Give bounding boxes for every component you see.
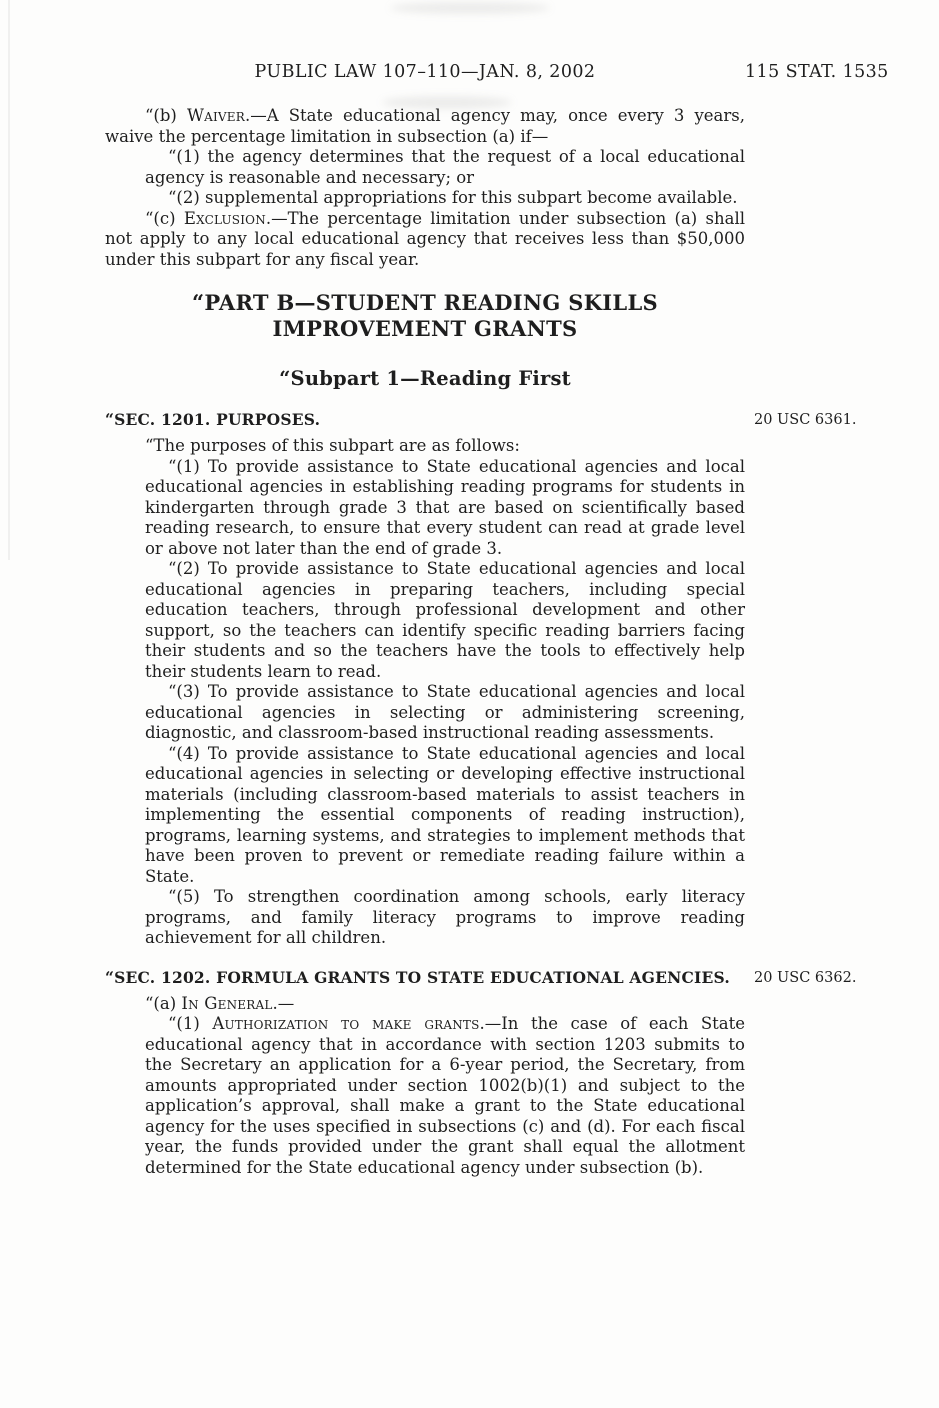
body-paragraph [105, 436, 745, 457]
body-paragraph [145, 188, 745, 209]
text-run: “(1) To provide assistance to State educational agencies and local educational agencies in establishing reading programs for students in kindergarten through grade 3 that are based on scientifically based reading research, to ensure that every student can read at grade level or above not later than the end of grade 3. [145, 456, 745, 558]
text-run: .— [272, 993, 295, 1013]
text-run: “(3) To provide assistance to State educational agencies and local educational agencies in selecting or administering screening, diagnostic, and classroom-based instructional reading assessments. [145, 682, 745, 742]
section-heading: “SEC. 1201. PURPOSES. [105, 410, 321, 429]
text-run: “(1) [168, 1014, 213, 1033]
text-column [105, 106, 857, 1178]
subpart-heading: “Subpart 1—Reading First [279, 367, 571, 390]
small-caps-term: Authorization to make grants [212, 1014, 480, 1033]
text-run: “(b) [145, 106, 187, 125]
body-paragraph [105, 209, 745, 271]
body-paragraph [145, 744, 745, 888]
text-run: “(5) To strengthen coordination among schools, early literacy programs, and family literacy programs to improve reading achievement for all children. [145, 887, 745, 947]
text-run: “(2) supplemental appropriations for this subpart become available. [168, 188, 738, 207]
running-header-statute-page: 115 STAT. 1535 [745, 62, 889, 82]
body-paragraph [145, 887, 745, 949]
part-heading-line: “PART B—STUDENT READING SKILLS [191, 290, 659, 315]
body-paragraph [145, 1014, 745, 1178]
text-run: “(2) To provide assistance to State educational agencies and local educational agencies in preparing teachers, including special education teachers, through professional development and other support, so the teachers can identify specific reading barriers facing their students and so the teachers have the tools to effectively help their students learn to read. [145, 559, 745, 681]
text-run: “(c) [145, 208, 184, 228]
body-paragraph [105, 106, 745, 147]
text-run: .—A State educational agency may, once every 3 years, waive the percentage limitation in subsection (a) if— [105, 106, 745, 146]
text-run: “(4) To provide assistance to State educational agencies and local educational agencies in selecting or developing effective instructional materials (including classroom-based materials to assist teachers in implementing the essential components of reading instruction), programs, learning systems, and strategies to implement methods that have been proven to prevent or remediate reading failure within a State. [145, 743, 745, 886]
usc-margin-note: 20 USC 6362. [754, 969, 857, 986]
text-run: “(1) the agency determines that the request of a local educational agency is reasonable and necessary; or [145, 147, 745, 187]
section-heading: “SEC. 1202. FORMULA GRANTS TO STATE EDUCATIONAL AGENCIES. [105, 967, 730, 987]
section-heading-row [105, 967, 857, 989]
usc-margin-note: 20 USC 6361. [754, 412, 857, 428]
body-paragraph [145, 682, 745, 744]
running-header-law-title: PUBLIC LAW 107–110—JAN. 8, 2002 [254, 62, 596, 82]
part-heading [105, 290, 745, 342]
body-paragraph [145, 559, 745, 682]
text-run: .—In the case of each State educational agency that in accordance with section 1203 submits to the Secretary an application for a 6-year period, the Secretary, from amounts appropriated under section 1002(b)(1) and subject to the application’s approval, shall make a grant to the State educational agency for the uses specified in subsections (c) and (d). For each fiscal year, the funds provided under the grant shall equal the allotment determined for the State educational agency under subsection (b). [145, 1014, 745, 1177]
text-run: “The purposes of this subpart are as follows: [145, 436, 520, 455]
body-paragraph [145, 147, 745, 188]
part-heading-line: IMPROVEMENT GRANTS [272, 316, 578, 341]
text-run: .—The percentage limitation under subsection (a) shall not apply to any local educational agency that receives less than $50,000 under this subpart for any fiscal year. [105, 208, 745, 269]
scan-artifact [390, 2, 550, 14]
scan-edge-line [8, 0, 10, 560]
body-paragraph [105, 994, 745, 1015]
text-run: “(a) [145, 993, 182, 1013]
body-paragraph [145, 457, 745, 560]
small-caps-term: Waiver [186, 106, 245, 125]
small-caps-term: In General [181, 993, 273, 1013]
small-caps-term: Exclusion [183, 208, 266, 228]
section-heading-row [105, 409, 857, 431]
